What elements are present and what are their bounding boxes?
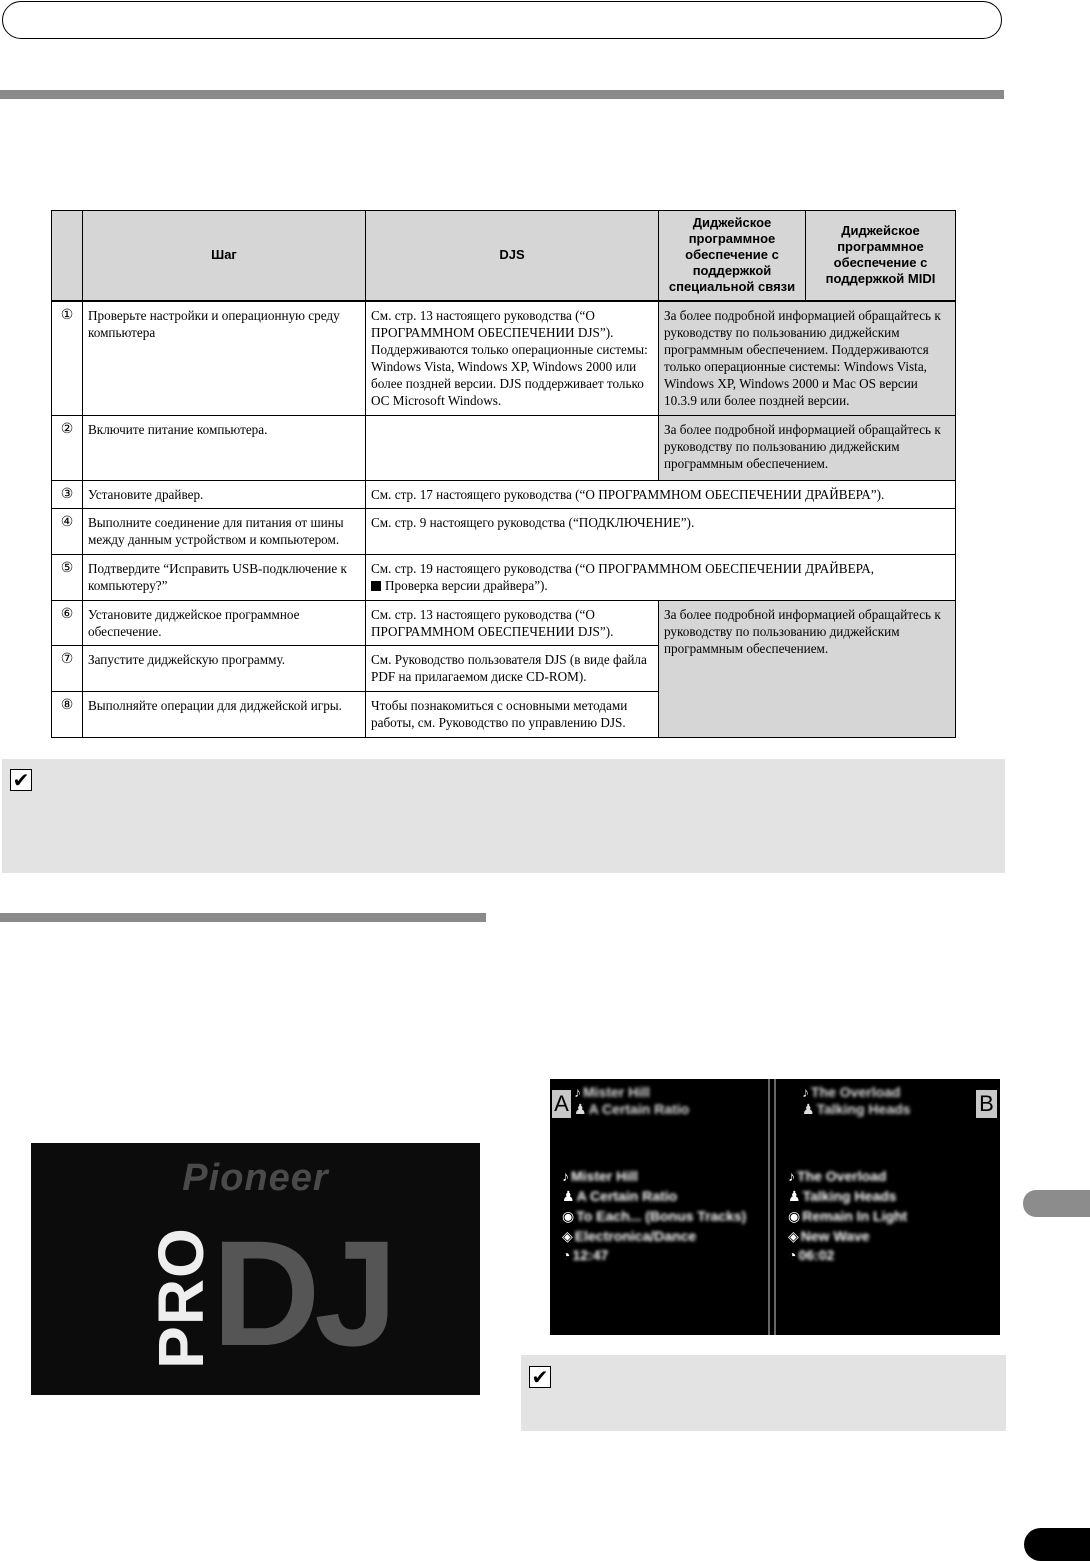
step-number: ③ (52, 481, 83, 509)
section-rule (0, 90, 1004, 99)
header-step: Шаг (83, 211, 366, 301)
deck-b-time: ◔ 06:02 (788, 1247, 835, 1263)
deck-b-head-title: ♪ The Overload (802, 1084, 901, 1100)
table-row (52, 509, 956, 555)
table-row (52, 601, 956, 646)
header-bar (2, 1, 1002, 39)
table-row (52, 301, 956, 416)
djs-text: Чтобы познакомиться с основными методами работы, см. Руководство по управлению DJS. (366, 692, 659, 738)
step-text: Выполните соединение для питания от шины между данным устройством и компьютером. (83, 509, 366, 555)
clock-icon: ◔ (788, 1247, 797, 1263)
pro-logo-text: PRO (145, 1227, 217, 1369)
artist-icon: ♟ (574, 1101, 587, 1117)
black-square-icon (371, 581, 381, 591)
deck-a-head-artist: ♟ A Certain Ratio (574, 1101, 690, 1117)
table-row (52, 416, 956, 481)
note-box (2, 759, 1005, 873)
merged-text: См. стр. 19 настоящего руководства (“О ПРОГРАММНОМ ОБЕСПЕЧЕНИИ ДРАЙВЕРА, Проверка версии драйвера”). (366, 555, 956, 601)
deck-a-time: ◔ 12:47 (562, 1247, 609, 1263)
check-icon: ✔ (529, 1366, 551, 1388)
table-header-row (52, 211, 956, 301)
deck-divider (768, 1079, 776, 1335)
header-djs: DJS (366, 211, 659, 301)
deck-a-album: ◉ To Each... (Bonus Tracks) (562, 1208, 747, 1224)
djs-text: См. стр. 13 настоящего руководства (“О ПРОГРАММНОМ ОБЕСПЕЧЕНИИ DJS”). Поддерживаются только операционные системы: Windows Vista, Windows XP, Windows 2000 или более поздней версии. DJS поддерживает только ОС Microsoft Windows. (366, 301, 659, 416)
section-rule-2 (0, 913, 486, 922)
deck-b-label: B (976, 1090, 997, 1118)
deck-display (550, 1079, 1000, 1335)
step-number: ② (52, 416, 83, 481)
djs-text: См. стр. 13 настоящего руководства (“О ПРОГРАММНОМ ОБЕСПЕЧЕНИИ DJS”). (366, 601, 659, 646)
step-number: ⑥ (52, 601, 83, 646)
shared-software-note: За более подробной информацией обращайтесь к руководству по пользованию диджейским программным обеспечением. (659, 601, 956, 738)
other-software-text: За более подробной информацией обращайтесь к руководству по пользованию диджейским программным обеспечением. (659, 416, 956, 481)
note-icon: ♪ (788, 1168, 795, 1184)
deck-b-genre: ◈ New Wave (788, 1228, 870, 1244)
step-text: Проверьте настройки и операционную среду компьютера (83, 301, 366, 416)
deck-a-head-title: ♪ Mister Hill (574, 1084, 650, 1100)
clock-icon: ◔ (562, 1247, 571, 1263)
table-row (52, 481, 956, 509)
album-icon: ◉ (788, 1208, 801, 1224)
note-icon: ♪ (562, 1168, 569, 1184)
step-number: ① (52, 301, 83, 416)
step-text: Подтвердите “Исправить USB-подключение к компьютеру?” (83, 555, 366, 601)
djs-text (366, 416, 659, 481)
note-icon: ♪ (574, 1084, 581, 1100)
genre-icon: ◈ (562, 1228, 573, 1244)
album-icon: ◉ (562, 1208, 575, 1224)
step-text: Выполняйте операции для диджейской игры. (83, 692, 366, 738)
step-number: ④ (52, 509, 83, 555)
note-icon: ♪ (802, 1084, 809, 1100)
djs-text: См. Руководство пользователя DJS (в виде файла PDF на прилагаемом диске CD-ROM). (366, 646, 659, 692)
side-tab (1023, 1190, 1090, 1217)
header-midi-software: Диджейское программное обеспечение с поддержкой MIDI (806, 211, 956, 301)
deck-b-artist: ♟ Talking Heads (788, 1188, 897, 1204)
check-icon: ✔ (10, 769, 32, 791)
artist-icon: ♟ (788, 1188, 801, 1204)
step-text: Включите питание компьютера. (83, 416, 366, 481)
deck-a-title: ♪ Mister Hill (562, 1168, 638, 1184)
merged-text: См. стр. 17 настоящего руководства (“О ПРОГРАММНОМ ОБЕСПЕЧЕНИИ ДРАЙВЕРА”). (366, 481, 956, 509)
table-row (52, 555, 956, 601)
note-box-2 (521, 1355, 1006, 1431)
deck-b-head-artist: ♟ Talking Heads (802, 1101, 911, 1117)
artist-icon: ♟ (562, 1188, 575, 1204)
step-number: ⑧ (52, 692, 83, 738)
genre-icon: ◈ (788, 1228, 799, 1244)
header-num (52, 211, 83, 301)
pioneer-logo: Pioneer (182, 1157, 329, 1199)
merged-text: См. стр. 9 настоящего руководства (“ПОДКЛЮЧЕНИЕ”). (366, 509, 956, 555)
dj-logo-text: DJ (212, 1209, 392, 1377)
step-text: Установите драйвер. (83, 481, 366, 509)
step-text: Установите диджейское программное обеспечение. (83, 601, 366, 646)
deck-b-album: ◉ Remain In Light (788, 1208, 908, 1224)
step-number: ⑦ (52, 646, 83, 692)
page-number-tab (1024, 1528, 1090, 1561)
other-software-text: За более подробной информацией обращайтесь к руководству по пользованию диджейским программным обеспечением. Поддерживаются только операционные системы: Windows Vista, Windows XP, Windows 2000 и Mac OS версии 10.3.9 или более поздней версии. (659, 301, 956, 416)
deck-a-label: A (552, 1090, 571, 1118)
artist-icon: ♟ (802, 1101, 815, 1117)
header-special-software: Диджейское программное обеспечение с поддержкой специальной связи (659, 211, 806, 301)
deck-a-artist: ♟ A Certain Ratio (562, 1188, 678, 1204)
deck-b-title: ♪ The Overload (788, 1168, 887, 1184)
step-number: ⑤ (52, 555, 83, 601)
steps-table (51, 210, 956, 738)
deck-a-genre: ◈ Electronica/Dance (562, 1228, 697, 1244)
step-text: Запустите диджейскую программу. (83, 646, 366, 692)
